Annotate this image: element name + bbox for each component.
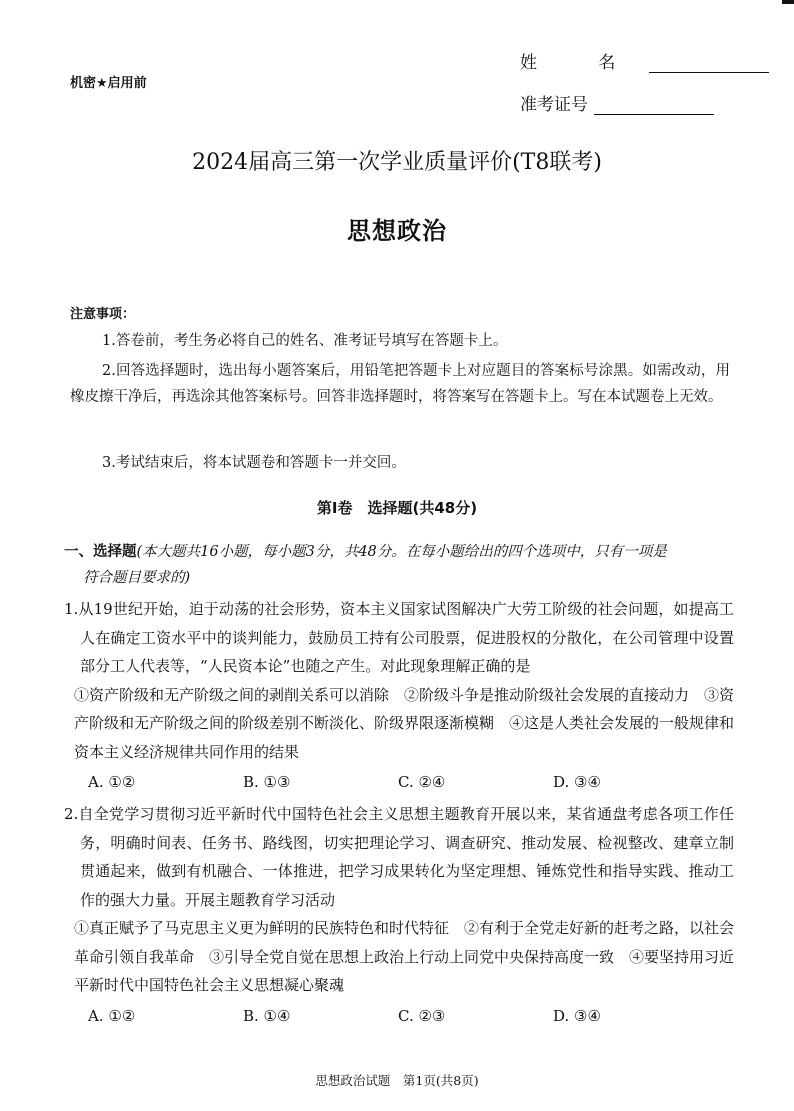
option-c: C. ②④: [398, 773, 446, 791]
option-b: B. ①④: [243, 1006, 291, 1025]
confidential-label: 机密★启用前: [70, 76, 147, 91]
corner-mark: [782, 0, 794, 4]
question-stem: 1.从19世纪开始，迫于动荡的社会形势，资本主义国家试图解决广大劳工阶级的社会问题，如提高工人在确定工资水平中的谈判能力，鼓励员工持有公司股票，促进股权的分散化，在公司管理中设置部分工人代表等，“人民资本论”也随之产生。对此现象理解正确的是: [64, 600, 734, 675]
question-statements: ①真正赋予了马克思主义更为鲜明的民族特色和时代特征 ②有利于全党走好新的赶考之路，以社会革命引领自我革命 ③引导全党自觉在思想上政治上行动上同党中央保持高度一致 ④要坚持用习近平新时代中国特色社会主义思想凝心聚魂: [74, 919, 735, 994]
exam-id-blank-line: [594, 94, 714, 115]
notice-item-3: 3.考试结束后，将本试题卷和答题卡一并交回。: [102, 455, 406, 471]
option-b: B. ①③: [243, 773, 291, 791]
subject-title: 思想政治: [347, 217, 447, 245]
notice-item-1: 1.答卷前，考生务必将自己的姓名、准考证号填写在答题卡上。: [102, 333, 508, 349]
name-field: [520, 48, 769, 73]
section-heading: [64, 539, 734, 591]
option-a: A. ①②: [88, 1006, 136, 1025]
option-c: C. ②③: [398, 1006, 446, 1025]
section-instruction-continued: 符合题目要求的): [83, 570, 191, 586]
section-title: 一、选择题: [64, 544, 137, 560]
question-statements: ①资产阶级和无产阶级之间的剥削关系可以消除 ②阶级斗争是推动阶级社会发展的直接动力 ③资产阶级和无产阶级之间的阶级差别不断淡化、阶级界限逐渐模糊 ④这是人类社会发展的一般规律和资本主义经济规律共同作用的结果: [74, 685, 735, 761]
answer-options: [64, 768, 734, 797]
name-label: 姓 名: [520, 53, 644, 73]
question-1: [64, 595, 734, 797]
exam-id-label: 准考证号: [520, 95, 588, 115]
page-footer: 思想政治试题 第1页(共8页): [315, 1073, 479, 1088]
notice-item-2: 2.回答选择题时，选出每小题答案后，用铅笔把答题卡上对应题目的答案标号涂黑。如需改动，用橡皮擦干净后，再选涂其他答案标号。回答非选择题时，将答案写在答题卡上。写在本试题卷上无效。: [70, 363, 730, 405]
exam-id-field: [520, 90, 714, 115]
option-d: D. ③④: [553, 773, 601, 791]
part-title: 第Ⅰ卷 选择题(共48分): [316, 499, 478, 517]
option-d: D. ③④: [553, 1006, 601, 1025]
notice-heading: 注意事项：: [70, 307, 136, 322]
option-a: A. ①②: [88, 773, 136, 791]
answer-options: [64, 1002, 734, 1031]
question-stem: 2.自全党学习贯彻习近平新时代中国特色社会主义思想主题教育开展以来，某省通盘考虑各项工作任务，明确时间表、任务书、路线图，切实把理论学习、调查研究、推动发展、检视整改、建章立制贯通起来，做到有机融合、一体推进，把学习成果转化为坚定理想、锤炼党性和指导实践、推动工作的强大力量。开展主题教育学习活动: [64, 805, 734, 909]
question-2: [64, 800, 734, 1030]
name-blank-line: [649, 52, 769, 73]
exam-title: 2024届高三第一次学业质量评价(T8联考): [192, 150, 602, 175]
section-instruction: (本大题共16小题，每小题3分，共48分。在每小题给出的四个选项中，只有一项是: [136, 544, 667, 560]
